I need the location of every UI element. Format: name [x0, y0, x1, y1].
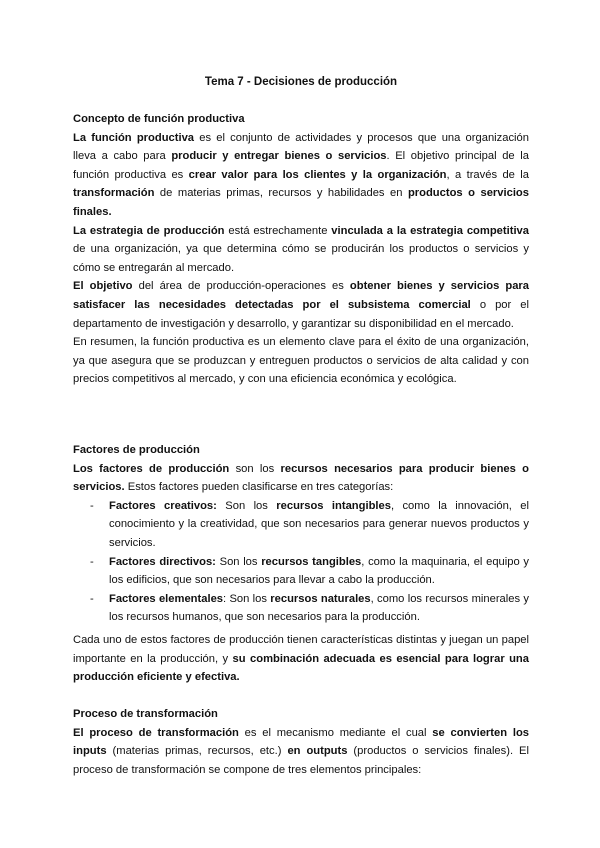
- section-heading: Concepto de función productiva: [73, 113, 245, 125]
- section-heading: Factores de producción: [73, 444, 200, 456]
- section-factors: [73, 441, 529, 687]
- factor-list: [73, 497, 529, 627]
- paragraph: En resumen, la función productiva es un elemento clave para el éxito de una organización, ya que asegura que se produzcan y entreguen productos o servicios de alta calidad y con precios competitivos al mercado, y con una eficiencia económica y ecológica.: [73, 336, 529, 386]
- paragraph: Los factores de producción son los recursos necesarios para producir bienes o servicios. Estos factores pueden clasificarse en tres categorías:: [73, 462, 529, 494]
- paragraph: La función productiva es el conjunto de actividades y procesos que una organización lleva a cabo para producir y entregar bienes o servicios. El objetivo principal de la función productiva es crear valor para los clientes y la organización, a través de la transformación de materias primas, recursos y habilidades en productos o servicios finales.: [73, 131, 529, 218]
- paragraph: El objetivo del área de producción-operaciones es obtener bienes y servicios para satisfacer las necesidades detectadas por el subsistema comercial o por el departamento de investigación y desarrollo, y garantizar su disponibilidad en el mercado.: [73, 280, 529, 330]
- section-process: [73, 705, 529, 779]
- document-title: Tema 7 - Decisiones de producción: [204, 76, 398, 88]
- paragraph: Cada uno de estos factores de producción tienen características distintas y juegan un papel importante en la producción, y su combinación adecuada es esencial para lograr una producción eficiente y efectiva.: [73, 633, 529, 684]
- paragraph: La estrategia de producción está estrechamente vinculada a la estrategia competitiva de una organización, ya que determina cómo se producirán los productos o servicios y cómo se entregarán al mercado.: [73, 224, 529, 274]
- paragraph: El proceso de transformación es el mecanismo mediante el cual se convierten los inputs (materias primas, recursos, etc.) en outputs (productos o servicios finales). El proceso de transformación se compone de tres elementos principales:: [73, 726, 530, 776]
- section-heading: Proceso de transformación: [73, 708, 218, 720]
- list-item: - Factores directivos: Son los recursos tangibles, como la maquinaria, el equipo y los edificios, que son necesarios para llevar a cabo la producción.: [90, 555, 529, 587]
- list-item: - Factores creativos: Son los recursos intangibles, como la innovación, el conocimiento y la creatividad, que son necesarios para generar nuevos productos y servicios.: [90, 499, 529, 549]
- section-function: [73, 110, 529, 389]
- list-item: - Factores elementales: Son los recursos naturales, como los recursos minerales y los recursos humanos, que son necesarios para la producción.: [90, 592, 529, 624]
